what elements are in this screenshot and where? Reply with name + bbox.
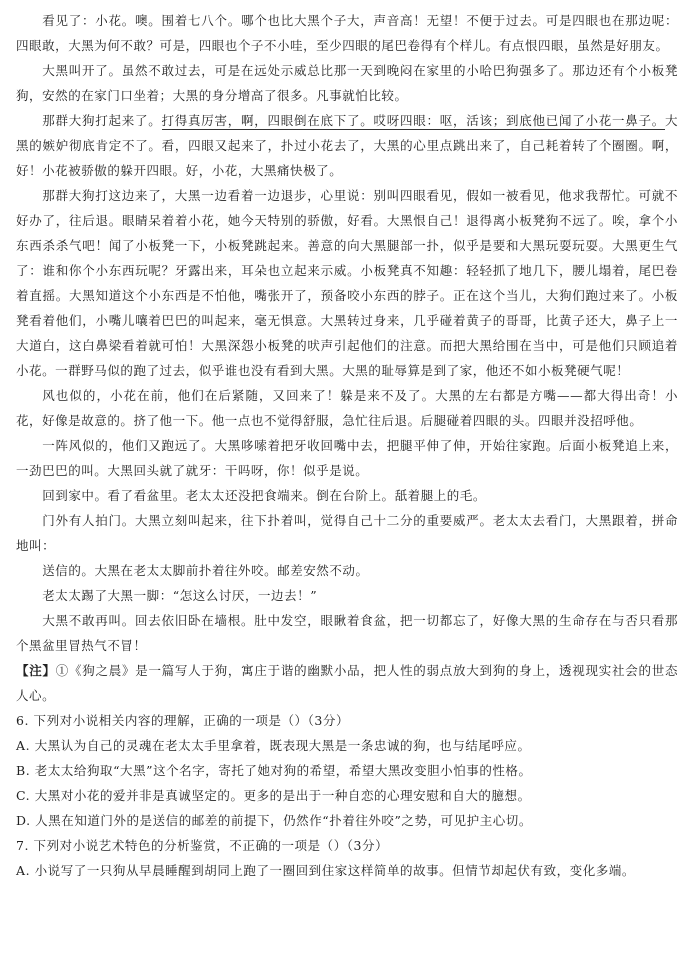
question-option: A. 小说写了一只狗从早晨睡醒到胡同上跑了一圈回到住家这样简单的故事。但情节却起伏有致，变化多端。 — [16, 863, 635, 878]
paragraph: 门外有人拍门。大黑立刻叫起来，往下扑着叫，觉得自己十二分的重要威严。老太太去看门，大黑跟着，拼命地叫： — [16, 513, 678, 553]
paragraph: 看见了：小花。噢。围着七八个。哪个也比大黑个子大，声音高！无望！不便于过去。可是四眼也在那边呢：四眼敢，大黑为何不敢？可是，四眼也个子不小哇，至少四眼的尾巴卷得有个样儿。有点恨四眼，虽然是好朋友。 — [16, 13, 678, 53]
question-option: C. 大黑对小花的爱并非是真诚坚定的。更多的是出于一种自恋的心理安慰和自大的臆想。 — [16, 788, 531, 803]
paragraph: 大黑不敢再叫。回去依旧卧在墙根。肚中发空，眼瞅着食盆，把一切都忘了，好像大黑的生命存在与否只看那个黑盆里冒热气不冒！ — [16, 613, 678, 653]
question-stem: 6. 下列对小说相关内容的理解，正确的一项是（）（3分） — [16, 713, 350, 728]
paragraph: 风也似的，小花在前，他们在后紧随，又回来了！躲是来不及了。大黑的左右都是方嘴——都大得出奇！小花，好像是故意的。挤了他一下。他一点也不觉得舒服，急忙往后退。后腿碰着四眼的头。四眼并没招呼他。 — [16, 388, 678, 428]
note-text: ①《狗之晨》是一篇写人于狗，寓庄于谐的幽默小品，把人性的弱点放大到狗的身上，透视现实社会的世态人心。 — [16, 663, 678, 703]
paragraph: 一阵风似的，他们又跑远了。大黑哆嗦着把牙收回嘴中去，把腿平伸了伸，开始往家跑。后面小板凳追上来，一劲巴巴的叫。大黑回头就了就牙：干吗呀，你！似乎是说。 — [16, 438, 678, 478]
question-option: A. 大黑认为自己的灵魂在老太太手里拿着，既表现大黑是一条忠诚的狗，也与结尾呼应。 — [16, 738, 531, 753]
paragraph: 送信的。大黑在老太太脚前扑着往外咬。邮差安然不动。 — [42, 563, 369, 578]
note-tag: 【注】 — [16, 663, 56, 678]
paragraph: 老太太踢了大黑一脚：“怎这么讨厌，一边去！” — [42, 588, 318, 603]
note — [16, 658, 678, 708]
paragraph: 大黑叫开了。虽然不敢过去，可是在远处示威总比那一天到晚闷在家里的小哈巴狗强多了。那边还有个小板凳狗，安然的在家门口坐着；大黑的身分增高了很多。凡事就怕比较。 — [16, 63, 678, 103]
paragraph-text: 大黑的嫉妒彻底肯定不了。看，四眼又起来了，扑过小花去了，大黑的心里点跳出来了，自己耗着转了个圈圈。啊，好！小花被骄傲的躲开四眼。好，小花，大黑痛快极了。 — [16, 113, 679, 178]
paragraph — [16, 108, 678, 183]
paragraph: 那群大狗打这边来了，大黑一边看着一边退步，心里说：别叫四眼看见，假如一被看见，他求我帮忙。可就不好办了，往后退。眼睛呆着着小花，她今天特别的骄傲，好看。大黑恨自己！退得离小板凳狗不远了。唉，拿个小东西杀杀气吧！闻了小板凳一下，小板凳跳起来。善意的向大黑腿部一扑，似乎是要和大黑玩耍玩耍。大黑更生气了：谁和你个小东西玩呢？牙露出来，耳朵也立起来示威。小板凳真不知趣：轻轻抓了地几下，腰儿塌着，尾巴卷着直摇。大黑知道这个小东西是不怕他，嘴张开了，预备咬小东西的脖子。正在这个当儿，大狗们跑过来了。小板凳看着他们，小嘴儿嚷着巴巴的叫起来，毫无惧意。大黑转过身来，几乎碰着黄子的哥哥，比黄子还大，鼻子上一大道白，这白鼻梁看着就可怕！大黑深怨小板凳的吠声引起他们的注意。而把大黑给围在当中，可是他们只顾追着小花。一群野马似的跑了过去，似乎谁也没有看到大黑。大黑的耻辱算是到了家，他还不如小板凳硬气呢！ — [16, 188, 678, 378]
underlined-sentence: 打得真厉害，啊，四眼倒在底下了。哎呀四眼：呕，活该；到底他已闻了小花一鼻子。 — [161, 113, 665, 128]
question-option: B. 老太太给狗取“大黑”这个名字，寄托了她对狗的希望，希望大黑改变胆小怕事的性格。 — [16, 763, 532, 778]
paragraph-text: 那群大狗打起来了。 — [42, 113, 162, 128]
paragraph: 回到家中。看了看盆里。老太太还没把食端来。倒在台阶上。舐着腿上的毛。 — [42, 488, 486, 503]
question-stem: 7. 下列对小说艺术特色的分析鉴赏，不正确的一项是（）（3分） — [16, 838, 389, 853]
question-option: D. 人黑在知道门外的是送信的邮差的前提下，仍然作“扑着往外咬”之势，可见护主心切。 — [16, 813, 532, 828]
